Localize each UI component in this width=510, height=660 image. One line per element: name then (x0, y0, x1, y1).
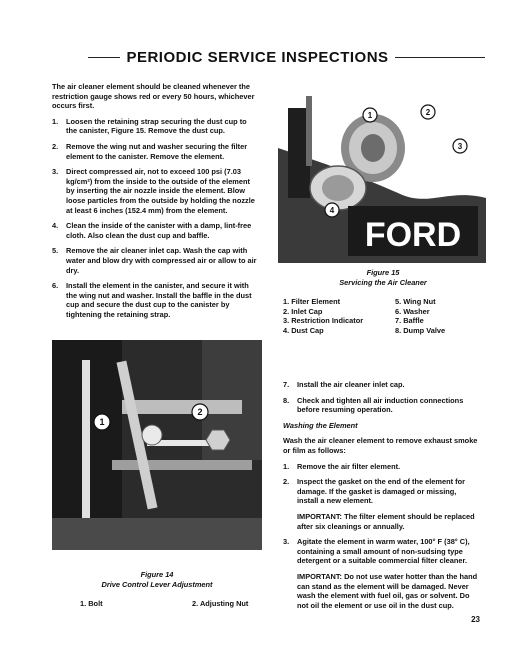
list-item (283, 396, 479, 415)
list-item (52, 167, 258, 215)
figure15-title: Servicing the Air Cleaner (339, 277, 427, 287)
list-item (283, 537, 479, 566)
washing-intro: Wash the air cleaner element to remove exhaust smoke or film as follows: (283, 436, 478, 455)
step-number: 6. (52, 281, 59, 291)
callout-1: 1 (367, 111, 373, 120)
step-number: 3. (52, 167, 59, 177)
part-right: 7. Baffle (395, 316, 424, 326)
right-steps-list-c (283, 537, 479, 566)
air-cleaner-illustration (278, 88, 486, 263)
list-item (52, 117, 258, 136)
part-right: 6. Washer (395, 306, 430, 316)
left-column (52, 82, 258, 325)
left-steps-list (52, 117, 258, 320)
ford-logo-text: FORD (364, 216, 462, 254)
drive-lever-illustration (52, 340, 262, 550)
step-text: Direct compressed air, not to exceed 100 psi (7.03 kg/cm²) from the inside to the outside of the element by inserting the air nozzle inside the element. Blow loose particles from the outside by holding the nozzle at least 6 inches (152.4 mm) from the element. (66, 167, 255, 215)
step-text: Check and tighten all air induction connections before resuming operation. (297, 395, 464, 415)
step-number: 3. (283, 537, 290, 547)
list-item (52, 221, 258, 240)
parts-row (283, 307, 483, 317)
step-text: Remove the air filter element. (297, 461, 401, 471)
figure14-parts-list (80, 599, 260, 609)
part-left: 2. Inlet Cap (283, 306, 323, 316)
step-text: Remove the air cleaner inlet cap. Wash the cap with water and blow dry with compressed air or allow to air dry. (66, 246, 257, 275)
list-item (283, 380, 479, 390)
step-number: 1. (283, 461, 290, 471)
part-left: 4. Dust Cap (283, 325, 324, 335)
step-number: 1. (52, 116, 59, 126)
figure15-caption (283, 268, 483, 287)
parts-row (80, 599, 260, 609)
list-item (283, 477, 479, 506)
step-number: 2. (52, 141, 59, 151)
step-number: 4. (52, 221, 59, 231)
callout-2: 2 (197, 407, 203, 417)
step-text: Inspect the gasket on the end of the element for damage. If the gasket is damaged or missing, install a new element. (297, 477, 465, 506)
step-text: Agitate the element in warm water, 100° F (38° C), containing a small amount of non-sudsing type detergent or a suitable commercial filter cleaner. (297, 537, 470, 566)
list-item (52, 246, 258, 275)
right-steps-list-a (283, 380, 479, 415)
part-right: 8. Dump Valve (395, 325, 446, 335)
step-number: 2. (283, 477, 290, 487)
washing-heading: Washing the Element (283, 420, 358, 430)
parts-row (283, 297, 483, 307)
intro-paragraph: The air cleaner element should be cleaned whenever the restriction gauge shows red or every 50 hours, whichever occurs first. (52, 82, 255, 111)
list-item (52, 281, 258, 319)
callout-4: 4 (329, 206, 335, 215)
callout-1: 1 (99, 417, 105, 427)
page-title: PERIODIC SERVICE INSPECTIONS (30, 48, 485, 68)
step-text: Install the air cleaner inlet cap. (297, 380, 405, 389)
list-item (52, 142, 258, 161)
figure14-number: Figure 14 (140, 570, 174, 579)
parts-row (283, 316, 483, 326)
step-text: Remove the wing nut and washer securing the filter element to the canister. Remove the element. (66, 141, 248, 161)
part-right: 5. Wing Nut (395, 297, 436, 306)
step-number: 8. (283, 395, 290, 405)
page-number: 23 (471, 615, 480, 624)
part-left: 1. Bolt (80, 599, 103, 608)
figure14-image (52, 340, 262, 550)
page-title-bar (30, 48, 485, 68)
important-note-2: IMPORTANT: Do not use water hotter than the hand can stand as the element will be damaged. Never wash the element with fuel oil, gas or solvent. Do not oil the element or use oil in the dust cup. (297, 571, 478, 610)
parts-row (283, 326, 483, 336)
step-text: Install the element in the canister, and secure it with the wing nut and washer. Install the baffle in the dust cup and secure the dust cup to the canister by tightening the retaining strap. (66, 281, 252, 319)
part-left: 1. Filter Element (283, 297, 341, 306)
right-column (283, 380, 479, 616)
callout-2: 2 (425, 108, 431, 117)
important-note-1: IMPORTANT: The filter element should be replaced after six cleanings or annually. (297, 511, 475, 531)
callout-3: 3 (457, 142, 463, 151)
step-number: 7. (283, 380, 290, 389)
figure15-number: Figure 15 (366, 268, 400, 277)
figure14-caption (52, 570, 262, 589)
figure15-parts-list (283, 297, 483, 335)
list-item (283, 462, 479, 472)
step-text: Loosen the retaining strap securing the dust cup to the canister, Figure 15. Remove the dust cup. (66, 116, 247, 136)
step-number: 5. (52, 246, 59, 256)
part-right: 2. Adjusting Nut (192, 599, 249, 608)
part-left: 3. Restriction Indicator (283, 316, 364, 326)
right-steps-list-b (283, 462, 479, 506)
step-text: Clean the inside of the canister with a damp, lint-free cloth. Also clean the dust cup and baffle. (66, 221, 252, 240)
figure14-title: Drive Control Lever Adjustment (101, 579, 213, 589)
figure15-image (278, 88, 486, 263)
